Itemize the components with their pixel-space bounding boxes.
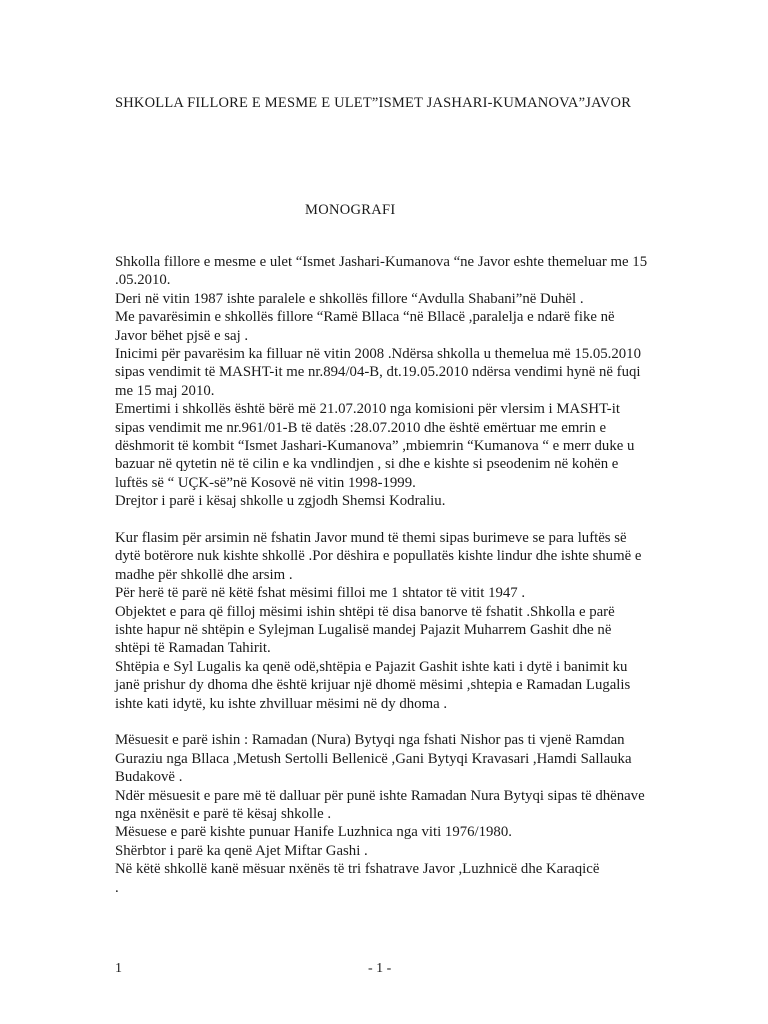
paragraph-line: nga nxënësit e parë të kësaj shkolle . <box>115 806 332 822</box>
paragraph-line: sipas vendimit të MASHT-it me nr.894/04-B, dt.19.05.2010 ndërsa vendimi hynë në fuqi <box>115 364 641 381</box>
paragraph-line: Objektet e para që filloj mësimi ishin shtëpi të disa banorve të fshatit .Shkolla e parë <box>115 603 615 620</box>
paragraph-line: sipas vendimit me nr.961/01-B të datës :28.07.2010 dhe është emërtuar me emrin e <box>115 419 607 436</box>
paragraph-line: Emertimi i shkollës është bërë më 21.07.2010 nga komisioni për vlersim i MASHT-it <box>115 401 620 418</box>
paragraph-line: Guraziu nga Bllaca ,Metush Sertolli Bellenicë ,Gani Bytyqi Kravasari ,Hamdi Sallauka <box>115 750 632 767</box>
paragraph-line: . <box>115 879 119 896</box>
paragraph-line: dëshmorit të kombit “Ismet Jashari-Kumanova” ,mbiemrin “Kumanova “ e merr duke u <box>115 438 635 454</box>
paragraph-line: Shtëpia e Syl Lugalis ka qenë odë,shtëpia e Pajazit Gashit ishte kati i dytë i banimit ku <box>115 658 628 675</box>
paragraph-line: Mësuesit e parë ishin : Ramadan (Nura) Bytyqi nga fshati Nishor pas ti vjenë Ramdan <box>115 732 625 749</box>
paragraph-line: Kur flasim për arsimin në fshatin Javor mund të themi sipas burimeve se para luftës së <box>115 530 627 546</box>
paragraph-line: janë prishur dy dhoma dhe është krijuar një dhomë mësimi ,shtepia e Ramadan Lugalis <box>115 677 631 694</box>
paragraph-line: madhe për shkollë dhe arsim . <box>115 566 293 583</box>
paragraph-line: dytë botërore nuk kishte shkollë .Por dëshira e popullatës kishte lindur dhe ishte shumë e <box>115 548 642 565</box>
footer-page-number: - 1 - <box>368 961 392 976</box>
paragraph-line: Për herë të parë në këtë fshat mësimi filloi me 1 shtator të vitit 1947 . <box>115 585 526 602</box>
paragraph-line: Në këtë shkollë kanë mësuar nxënës të tri fshatrave Javor ,Luzhnicë dhe Karaqicë <box>115 861 600 878</box>
paragraph-line: luftës së “ UÇK-së”në Kosovë në vitin 1998-1999. <box>115 474 416 491</box>
paragraph-line: shtëpi të Ramadan Tahirit. <box>115 640 271 657</box>
paragraph-line: Ndër mësuesit e pare më të dalluar për punë ishte Ramadan Nura Bytyqi sipas të dhënave <box>115 787 645 804</box>
paragraph-line: ishte kati idytë, ku ishte zhvilluar mësimi në dy dhoma . <box>115 695 448 712</box>
paragraph-line: Budakovë . <box>115 769 183 786</box>
document-title: SHKOLLA FILLORE E MESME E ULET”ISMET JASHARI-KUMANOVA”JAVOR <box>115 95 632 111</box>
paragraph-line: Inicimi për pavarësim ka filluar në vitin 2008 .Ndërsa shkolla u themelua më 15.05.2010 <box>115 346 641 362</box>
footer-left-number: 1 <box>115 961 122 976</box>
paragraph-line: Javor bëhet pjsë e saj . <box>115 327 249 344</box>
paragraph-line: Deri në vitin 1987 ishte paralele e shkollës fillore “Avdulla Shabani”në Duhël . <box>115 290 584 307</box>
document-heading: MONOGRAFI <box>305 202 396 218</box>
paragraph-line: ishte hapur në shtëpin e Sylejman Lugalisë mandej Pajazit Muharrem Gashit dhe në <box>115 622 612 638</box>
paragraph-line: bazuar në qytetin në të cilin e ka vndlindjen , si dhe e kishte si pseodenim në kohën e <box>115 456 619 473</box>
paragraph-line: Me pavarësimin e shkollës fillore “Ramë Bllaca “në Bllacë ,paralelja e ndarë fike në <box>115 309 615 326</box>
paragraph-line: Drejtor i parë i kësaj shkolle u zgjodh Shemsi Kodraliu. <box>115 493 446 510</box>
paragraph-line: me 15 maj 2010. <box>115 382 215 399</box>
paragraph-line: .05.2010. <box>115 272 171 289</box>
paragraph-line: Mësuese e parë kishte punuar Hanife Luzhnica nga viti 1976/1980. <box>115 824 512 841</box>
paragraph-line: Shkolla fillore e mesme e ulet “Ismet Jashari-Kumanova “ne Javor eshte themeluar me 15 <box>115 254 648 270</box>
paragraph-line: Shërbtor i parë ka qenë Ajet Miftar Gashi . <box>115 842 368 859</box>
